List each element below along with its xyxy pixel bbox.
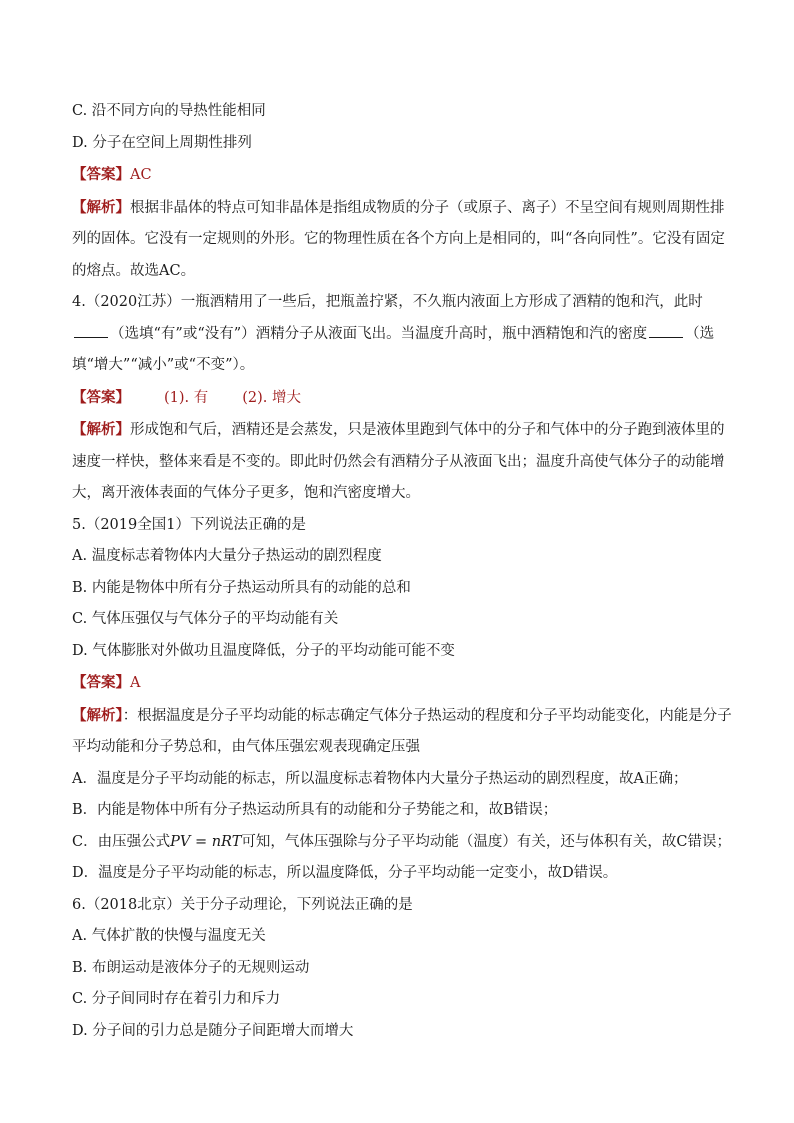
answer-tag: 【答案】 [72, 674, 130, 691]
q4-answer [72, 382, 732, 415]
q3-analysis [72, 192, 732, 288]
q5-analysis-a: A．温度是分子平均动能的标志，所以温度标志着物体内大量分子热运动的剧烈程度，故A正确； [72, 770, 688, 787]
q5-stem: 5.（2019全国1）下列说法正确的是 [72, 516, 306, 533]
q4-stem-part-a: 4.（2020江苏）一瓶酒精用了一些后，把瓶盖拧紧，不久瓶内液面上方形成了酒精的饱和汽，此时 [72, 294, 703, 310]
answer-tag: 【答案】 [72, 166, 130, 183]
q6-option-b: B. 布朗运动是液体分子的无规则运动 [72, 959, 310, 976]
fill-blank-2 [649, 323, 683, 338]
analysis-c-prefix: C．由压强公式 [72, 833, 171, 850]
q5-analysis-b: B．内能是物体中所有分子热运动所具有的动能和分子势能之和，故B错误； [72, 802, 558, 818]
q6-option-a: A. 气体扩散的快慢与温度无关 [72, 928, 266, 944]
fill-blank-1 [74, 323, 108, 338]
answer-value: AC [130, 167, 152, 183]
answer-value-2: (2). 增大 [242, 389, 302, 406]
gas-law-formula: PV = nRT [170, 833, 242, 850]
q3-option-c: C. 沿不同方向的导热性能相同 [72, 103, 266, 119]
q4-stem [72, 287, 732, 382]
analysis-tag: 【解析】 [72, 198, 130, 216]
q3-answer [72, 159, 732, 192]
analysis-c-suffix: 可知，气体压强除与分子平均动能（温度）有关，还与体积有关，故C错误； [241, 833, 731, 850]
q5-analysis-d: D．温度是分子平均动能的标志，所以温度降低，分子平均动能一定变小，故D错误。 [72, 865, 618, 881]
q5-option-b: B. 内能是物体中所有分子热运动所具有的动能的总和 [72, 579, 411, 596]
answer-value-1: (1). 有 [164, 389, 209, 406]
analysis-tag: 【解析】 [72, 421, 130, 438]
q5-option-c: C. 气体压强仅与气体分子的平均动能有关 [72, 611, 339, 627]
q6-option-d: D. 分子间的引力总是随分子间距增大而增大 [72, 1022, 354, 1039]
analysis-text: 形成饱和气后，酒精还是会蒸发，只是液体里跑到气体中的分子和气体中的分子跑到液体里的速度一样快，整体来看是不变的。即此时仍然会有酒精分子从液面飞出；温度升高使气体分子的动能增大，离开液体表面的气体分子更多，饱和汽密度增大。 [72, 422, 725, 501]
answer-tag: 【答案】 [72, 388, 130, 406]
analysis-text: ：根据温度是分子平均动能的标志确定气体分子热运动的程度和分子平均动能变化，内能是分子平均动能和分子势总和，由气体压强宏观表现确定压强 [72, 707, 732, 755]
q4-analysis [72, 414, 732, 510]
q6-stem: 6.（2018北京）关于分子动理论，下列说法正确的是 [72, 896, 413, 913]
q4-stem-part-c: （选填“增大”“减小”或“不变”）。 [72, 325, 715, 373]
q3-option-d: D. 分子在空间上周期性排列 [72, 134, 252, 151]
q5-analysis [72, 700, 732, 764]
document-page [72, 96, 732, 1047]
q6-option-c: C. 分子间同时存在着引力和斥力 [72, 991, 281, 1007]
q4-stem-part-b: （选填“有”或“没有”）酒精分子从液面飞出。当温度升高时，瓶中酒精饱和汽的密度 [110, 325, 648, 342]
q5-option-a: A. 温度标志着物体内大量分子热运动的剧烈程度 [72, 548, 382, 564]
answer-value: A [130, 675, 141, 691]
q5-analysis-c [72, 827, 732, 859]
q5-option-d: D. 气体膨胀对外做功且温度降低，分子的平均动能可能不变 [72, 642, 455, 659]
analysis-tag: 【解析】 [72, 706, 123, 724]
q5-answer [72, 667, 732, 700]
analysis-text: 根据非晶体的特点可知非晶体是指组成物质的分子（或原子、离子）不呈空间有规则周期性排列的固体。它没有一定规则的外形。它的物理性质在各个方向上是相同的，叫“各向同性”。它没有固定的熔点。故选AC。 [72, 199, 725, 279]
